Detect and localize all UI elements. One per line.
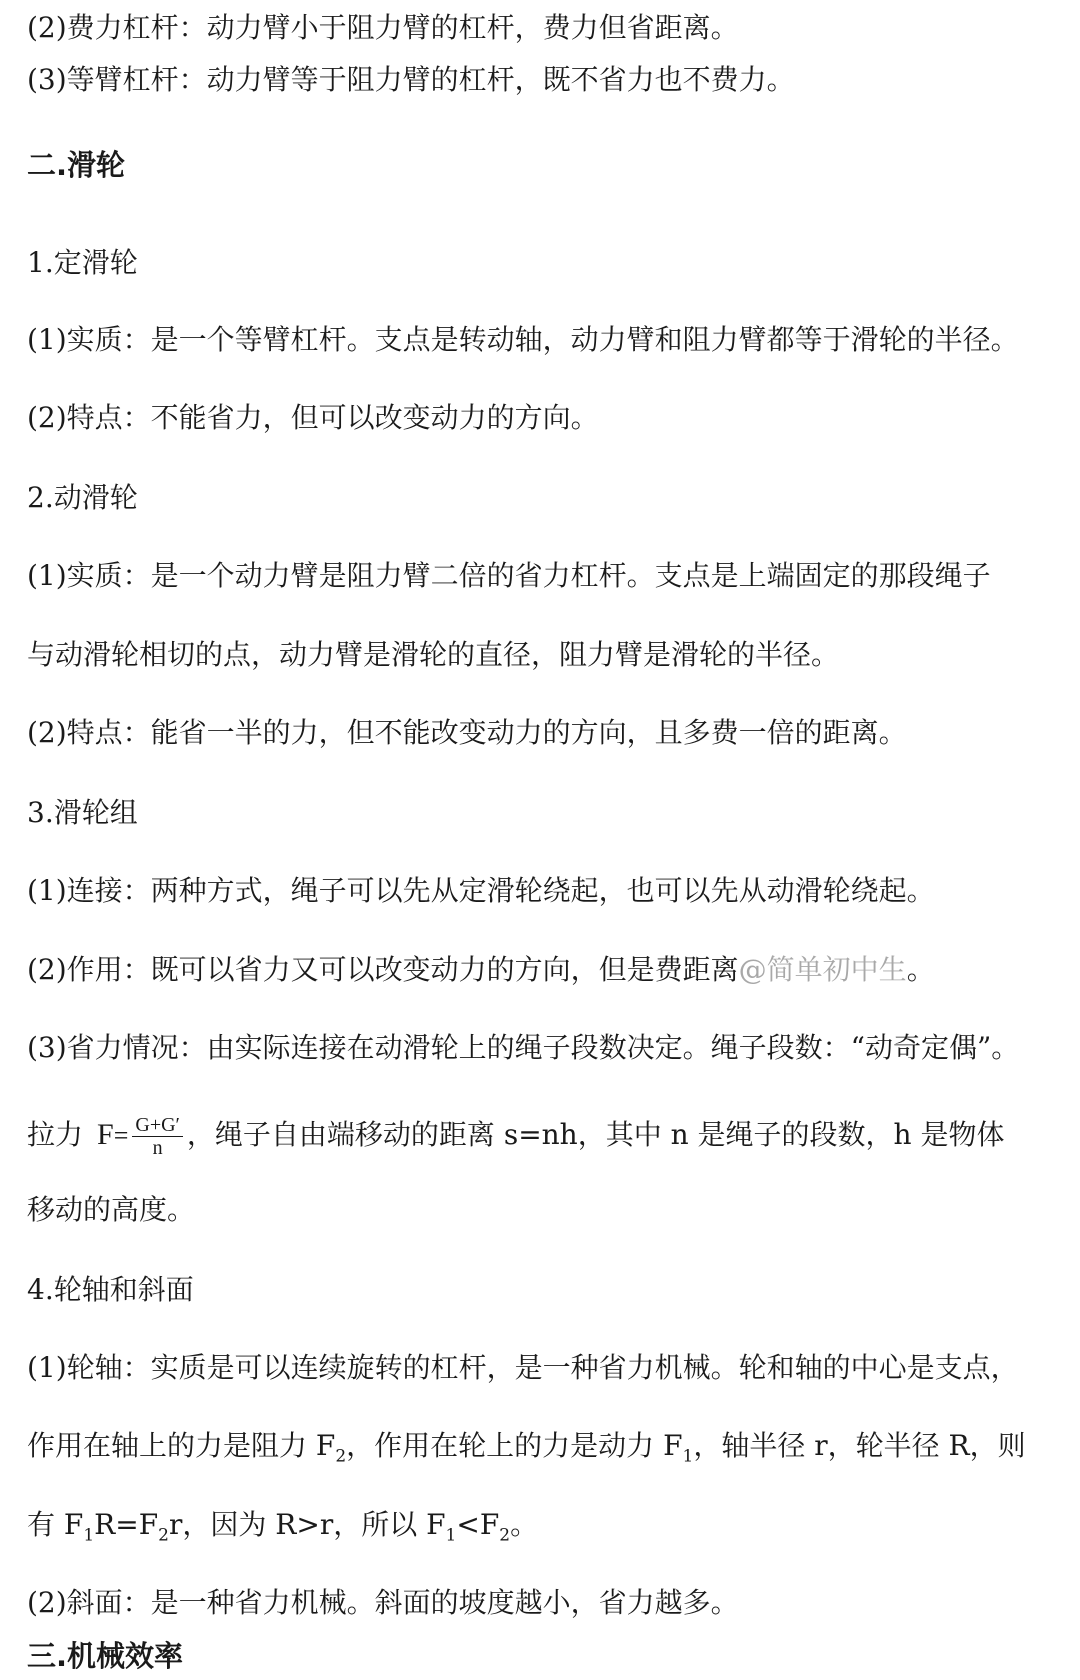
text-segment: 拉力 xyxy=(27,1118,84,1151)
text-segment: (2)作用：既可以省力又可以改变动力的方向，但是费距离 xyxy=(27,953,739,986)
text-line: (1)实质：是一个动力臂是阻力臂二倍的省力杠杆。支点是上端固定的那段绳子 xyxy=(27,559,991,592)
text-line: (3)等臂杠杆：动力臂等于阻力臂的杠杆，既不省力也不费力。 xyxy=(27,63,795,96)
text-line: (2)特点：能省一半的力，但不能改变动力的方向，且多费一倍的距离。 xyxy=(27,716,907,749)
text-segment: 。 xyxy=(510,1508,539,1541)
text-segment: ，作用在轮上的力是动力 F xyxy=(346,1429,683,1462)
text-line: (3)省力情况：由实际连接在动滑轮上的绳子段数决定。绳子段数：“动奇定偶”。 xyxy=(27,1031,1020,1064)
text-line: 与动滑轮相切的点，动力臂是滑轮的直径，阻力臂是滑轮的半径。 xyxy=(27,638,840,671)
text-segment: 有 F xyxy=(27,1508,84,1541)
text-segment: <F xyxy=(456,1508,500,1541)
subsection-title: 1.定滑轮 xyxy=(27,246,138,279)
subsection-title: 3.滑轮组 xyxy=(27,796,138,829)
text-segment: R=F xyxy=(94,1508,159,1541)
section-heading: 二.滑轮 xyxy=(27,148,126,182)
text-segment: ，绳子自由端移动的距离 s=nh，其中 n 是绳子的段数，h 是物体 xyxy=(186,1118,1005,1151)
text-line: (2)特点：不能省力，但可以改变动力的方向。 xyxy=(27,401,599,434)
subsection-title: 2.动滑轮 xyxy=(27,481,138,514)
text-line: (2)费力杠杆：动力臂小于阻力臂的杠杆，费力但省距离。 xyxy=(27,11,739,44)
subscript: 2 xyxy=(158,1525,169,1546)
watermark-text: @简单初中生 xyxy=(738,953,907,986)
subscript: 1 xyxy=(83,1525,95,1546)
text-segment: 作用在轴上的力是阻力 F xyxy=(27,1429,336,1462)
text-line: (1)轮轴：实质是可以连续旋转的杠杆，是一种省力机械。轮和轴的中心是支点， xyxy=(27,1351,1019,1384)
text-line xyxy=(27,1507,1056,1546)
text-line xyxy=(27,1428,1056,1467)
text-line xyxy=(27,952,1056,988)
text-segment: r，因为 R>r，所以 F xyxy=(168,1508,446,1541)
subscript: 1 xyxy=(445,1525,457,1546)
text-segment: ，轴半径 r，轮半径 R，则 xyxy=(693,1429,1026,1462)
formula-variable: F xyxy=(97,1118,114,1151)
fraction-numerator: G+G′ xyxy=(132,1114,183,1137)
text-line: 移动的高度。 xyxy=(27,1193,196,1226)
text-line: (1)连接：两种方式，绳子可以先从定滑轮绕起，也可以先从动滑轮绕起。 xyxy=(27,874,935,907)
text-segment: 。 xyxy=(906,953,935,986)
text-line: (2)斜面：是一种省力机械。斜面的坡度越小，省力越多。 xyxy=(27,1586,739,1619)
subscript: 2 xyxy=(335,1446,347,1467)
section-heading: 三.机械效率 xyxy=(27,1639,184,1673)
text-line: (1)实质：是一个等臂杠杆。支点是转动轴，动力臂和阻力臂都等于滑轮的半径。 xyxy=(27,323,1019,356)
fraction xyxy=(132,1114,183,1159)
formula-equals: = xyxy=(113,1121,129,1150)
formula-line xyxy=(27,1105,1056,1166)
subscript: 2 xyxy=(499,1525,511,1546)
subsection-title: 4.轮轴和斜面 xyxy=(27,1273,194,1306)
fraction-denominator: n xyxy=(152,1137,163,1159)
subscript: 1 xyxy=(682,1446,694,1467)
